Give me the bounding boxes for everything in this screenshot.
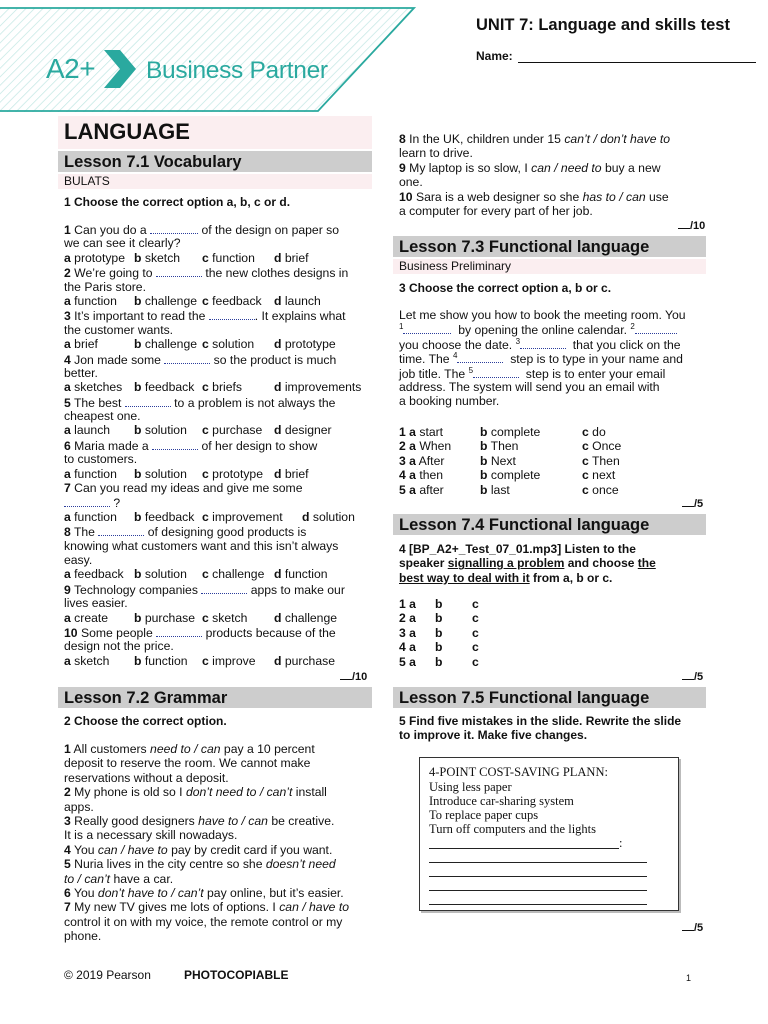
answer-gap[interactable] xyxy=(201,582,247,594)
lesson-7-1-heading xyxy=(58,151,372,172)
exercise-3-score: /5 xyxy=(682,498,703,511)
question-1-2: 2 We’re going to the new clothes designs in xyxy=(64,266,349,281)
grammar-item-6: 6 You don’t have to / can’t pay online, but it’s easier. xyxy=(64,885,344,900)
lesson-7-2-title: Lesson 7.2 Grammar xyxy=(64,689,228,707)
footer-copyright: © 2019 Pearson xyxy=(64,968,151,982)
grammar-item-1-cont2: reservations without a deposit. xyxy=(64,770,229,785)
question-1-2-cont: the Paris store. xyxy=(64,279,146,294)
grammar-choice[interactable]: has to / can xyxy=(582,189,646,204)
grammar-item-7-cont2: phone. xyxy=(64,929,102,944)
exercise-3-options xyxy=(399,425,699,497)
answer-row[interactable]: 2 a b c xyxy=(399,611,479,626)
lesson-7-3-heading xyxy=(393,236,706,257)
options-1-9: a create b purchase c sketch d challenge xyxy=(64,610,338,625)
answer-gap[interactable] xyxy=(164,352,210,364)
question-1-5-cont: cheapest one. xyxy=(64,409,141,424)
slide-line: Using less paper xyxy=(429,780,512,794)
lesson-7-3-subheading xyxy=(393,259,706,274)
grammar-item-7: 7 My new TV gives me lots of options. I can / have to xyxy=(64,900,349,915)
slide-title: 4-POINT COST-SAVING PLANN: xyxy=(429,765,608,779)
question-1-6: 6 Maria made a of her design to show xyxy=(64,438,318,453)
answer-gap[interactable] xyxy=(125,395,171,407)
exercise-1-score: /10 xyxy=(340,671,367,684)
exercise-5-score: /5 xyxy=(682,922,703,935)
passage-line: time. The $^4$ step is to type in your name and xyxy=(399,351,683,367)
question-1-4-cont: better. xyxy=(64,365,98,380)
options-1-7: a function b feedback c improvement d solution xyxy=(64,509,355,524)
question-1-6-cont: to customers. xyxy=(64,452,138,467)
answer-gap[interactable] xyxy=(457,351,503,363)
question-1-4: 4 Jon made some so the product is much xyxy=(64,352,337,367)
answer-gap[interactable] xyxy=(209,308,255,320)
question-1-9: 9 Technology companies apps to make our xyxy=(64,582,345,597)
exercise-5-instruction: 5 Find five mistakes in the slide. Rewrite the slide to improve it. Make five changes. xyxy=(399,714,682,743)
exercise-4-answer-grid xyxy=(399,597,519,669)
lesson-7-1-title: Lesson 7.1 Vocabulary xyxy=(64,153,242,171)
answer-gap[interactable] xyxy=(150,222,198,234)
slide-colon: : xyxy=(619,836,623,850)
exercise-2-items-left xyxy=(64,742,374,943)
slide-line: Introduce car-sharing system xyxy=(429,794,574,808)
grammar-choice-cont[interactable]: to / can’t xyxy=(64,871,111,886)
language-heading-text: LANGUAGE xyxy=(64,119,190,144)
passage-line: $^1$ by opening the online calendar. $^2$ xyxy=(399,322,709,336)
footer-photocopiable: PHOTOCOPIABLE xyxy=(184,968,289,982)
page-number: 1 xyxy=(686,973,692,983)
exercise-1-items xyxy=(64,222,370,668)
question-1-5: 5 The best to a problem is not always the xyxy=(64,395,336,410)
grammar-choice[interactable]: have to / can xyxy=(198,813,268,828)
question-1-9-cont: lives easier. xyxy=(64,596,128,611)
answer-gap[interactable] xyxy=(98,524,144,536)
grammar-item-2: 2 My phone is old so I don’t need to / can’t install xyxy=(64,785,327,800)
grammar-choice[interactable]: can / have to xyxy=(279,900,349,915)
question-1-7-cont: ? xyxy=(64,495,370,509)
exercise-1-instruction: 1 Choose the correct option a, b, c or d. xyxy=(64,195,291,209)
exercise-4-score: /5 xyxy=(682,671,703,684)
logo-name: Business Partner xyxy=(146,57,328,84)
passage-line: address. The system will send you an email with xyxy=(399,379,660,394)
slide-line: Turn off computers and the lights xyxy=(429,822,597,836)
grammar-item-9: 9 My laptop is so slow, I can / need to buy a new xyxy=(399,160,661,175)
answer-gap[interactable] xyxy=(156,625,202,637)
rewrite-line[interactable] xyxy=(429,876,647,877)
options-1-5: a launch b solution c purchase d designer xyxy=(64,423,332,438)
rewrite-line[interactable] xyxy=(429,890,647,891)
question-1-7: 7 Can you read my ideas and give me some xyxy=(64,481,303,496)
lesson-7-5-heading xyxy=(393,687,706,708)
grammar-choice[interactable]: don’t need to / can’t xyxy=(185,785,293,800)
cost-saving-slide xyxy=(419,757,679,911)
question-1-10-cont: design not the price. xyxy=(64,639,174,654)
question-1-3-cont: the customer wants. xyxy=(64,322,174,337)
question-1-8-cont: knowing what customers want and this isn’t always xyxy=(64,538,339,553)
grammar-item-3-cont: It is a necessary skill nowadays. xyxy=(64,828,238,843)
grammar-item-4: 4 You can / have to pay by credit card if you want. xyxy=(64,842,333,857)
question-1-8: 8 The of designing good products is xyxy=(64,525,307,540)
slide-line: To replace paper cups xyxy=(429,808,539,822)
option-row: 4 a then b complete c next xyxy=(399,468,616,483)
answer-row[interactable]: 1 a b c xyxy=(399,597,479,611)
grammar-choice[interactable]: doesn’t need xyxy=(265,857,336,872)
options-1-3: a brief b challenge c solution d prototype xyxy=(64,337,336,352)
answer-gap[interactable] xyxy=(64,495,110,507)
question-1-10: 10 Some people products because of the xyxy=(64,625,336,640)
exercise-2-instruction: 2 Choose the correct option. xyxy=(64,714,227,728)
question-1-3: 3 It’s important to read the . It explains what xyxy=(64,309,346,324)
grammar-item-2-cont: apps. xyxy=(64,799,94,814)
grammar-choice[interactable]: can / need to xyxy=(531,160,602,175)
answer-gap[interactable] xyxy=(635,322,677,334)
rewrite-line[interactable] xyxy=(429,848,619,849)
answer-gap[interactable] xyxy=(473,366,519,378)
option-row: 2 a When b Then c Once xyxy=(399,439,622,454)
question-1-8-cont2: easy. xyxy=(64,552,93,567)
option-row: 5 a after b last c once xyxy=(399,482,619,497)
name-label: Name: xyxy=(476,49,513,63)
option-row: 1 a start b complete c do xyxy=(399,425,606,439)
options-1-2: a function b challenge c feedback d launch xyxy=(64,293,321,308)
grammar-item-9-cont: one. xyxy=(399,175,423,190)
passage-line: a booking number. xyxy=(399,394,500,409)
question-1-1-cont: we can see it clearly? xyxy=(64,236,181,251)
grammar-item-7-cont: control it on with my voice, the remote control or my xyxy=(64,914,343,929)
exercise-2-items-right xyxy=(399,132,709,218)
name-field[interactable] xyxy=(518,62,756,63)
exercise-3-passage xyxy=(399,308,709,409)
passage-line: Let me show you how to book the meeting room. You xyxy=(399,308,686,322)
lesson-7-2-heading xyxy=(58,687,372,708)
rewrite-line[interactable] xyxy=(429,862,647,863)
exercise-3-instruction: 3 Choose the correct option a, b or c. xyxy=(399,281,612,295)
answer-gap[interactable] xyxy=(152,438,198,450)
grammar-item-3: 3 Really good designers have to / can be creative. xyxy=(64,813,335,828)
language-heading xyxy=(58,116,372,149)
logo-level: A2+ xyxy=(46,53,96,84)
grammar-item-1-cont: deposit to reserve the room. We cannot make xyxy=(64,756,311,771)
grammar-item-10: 10 Sara is a web designer so she has to / can use xyxy=(399,189,669,204)
answer-row[interactable]: 4 a b c xyxy=(399,640,479,655)
answer-gap[interactable] xyxy=(403,322,451,334)
grammar-choice[interactable]: need to / can xyxy=(150,742,221,756)
lesson-7-3-title: Lesson 7.3 Functional language xyxy=(399,238,650,256)
grammar-item-10-cont: a computer for every part of her job. xyxy=(399,203,593,218)
exercise-4-instruction: 4 [BP_A2+_Test_07_01.mp3] Listen to the speaker signalling a problem and choose the best way to deal with it from a, b or c. xyxy=(399,542,656,585)
grammar-item-8: 8 In the UK, children under 15 can’t / don’t have to xyxy=(399,132,671,146)
grammar-item-8-cont: learn to drive. xyxy=(399,146,473,161)
lesson-7-4-heading xyxy=(393,514,706,535)
option-row: 3 a After b Next c Then xyxy=(399,453,620,468)
answer-gap[interactable] xyxy=(520,337,566,349)
question-1-1: 1 Can you do a of the design on paper so xyxy=(64,223,340,237)
lesson-7-5-title: Lesson 7.5 Functional language xyxy=(399,689,650,707)
options-1-8: a feedback b solution c challenge d function xyxy=(64,567,328,582)
options-1-4: a sketches b feedback c briefs d improvements xyxy=(64,380,362,395)
lesson-7-1-subheading xyxy=(58,174,372,189)
exercise-2-score: /10 xyxy=(678,220,705,233)
lesson-7-1-subtitle: BULATS xyxy=(64,174,110,188)
lesson-7-3-subtitle: Business Preliminary xyxy=(399,259,512,273)
answer-gap[interactable] xyxy=(156,265,202,277)
grammar-item-1: 1 All customers need to / can pay a 10 percent xyxy=(64,742,315,756)
grammar-choice[interactable]: don’t have to / can’t xyxy=(97,885,204,900)
passage-line: you choose the date. $^3$ that you click on the xyxy=(399,336,681,352)
options-1-6: a function b solution c prototype d brief xyxy=(64,466,309,481)
grammar-choice[interactable]: can / have to xyxy=(97,842,168,857)
grammar-item-5: 5 Nuria lives in the city centre so she doesn’t need xyxy=(64,857,336,872)
options-1-10: a sketch b function c improve d purchase xyxy=(64,653,335,668)
rewrite-line[interactable] xyxy=(429,904,647,905)
unit-title: UNIT 7: Language and skills test xyxy=(476,16,730,34)
options-1-1: a prototype b sketch c function d brief xyxy=(64,250,309,265)
grammar-choice[interactable]: can’t / don’t have to xyxy=(564,132,671,146)
answer-row[interactable]: 3 a b c xyxy=(399,625,479,640)
passage-line: job title. The $^5$ step is to enter your email xyxy=(399,365,666,381)
grammar-item-5-cont: to / can’t have a car. xyxy=(64,871,174,886)
answer-row[interactable]: 5 a b c xyxy=(399,654,479,669)
lesson-7-4-title: Lesson 7.4 Functional language xyxy=(399,516,650,534)
